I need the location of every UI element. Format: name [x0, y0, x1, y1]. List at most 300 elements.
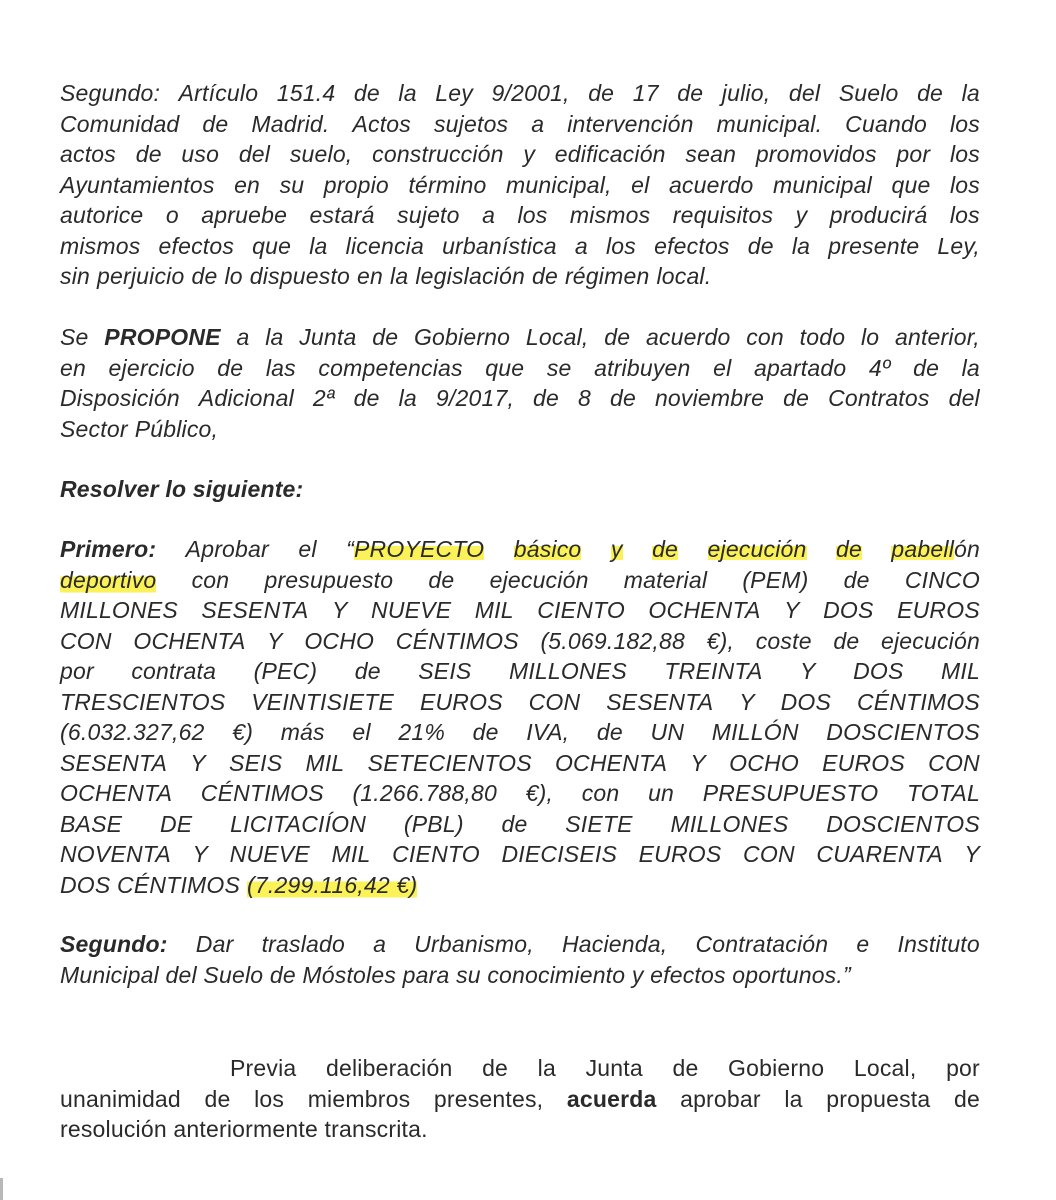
word: acuerdo — [645, 324, 731, 350]
word: (PBL) — [403, 810, 464, 837]
word: CON — [928, 749, 980, 776]
word: CUARENTA — [816, 841, 943, 867]
word — [346, 534, 484, 565]
word: de — [588, 80, 615, 106]
word: CINCO — [904, 566, 980, 593]
word: CON — [743, 841, 795, 867]
word: de — [135, 141, 162, 167]
word: producirá — [829, 202, 928, 228]
word: de — [191, 263, 218, 289]
scan-edge-mark — [0, 1178, 3, 1200]
word: Urbanismo, — [414, 931, 534, 957]
word: LICITACIÍON — [230, 810, 367, 837]
text-line — [60, 170, 980, 201]
word: Local, — [525, 324, 589, 350]
paragraph-previa — [60, 1053, 980, 1145]
word: actos — [60, 141, 116, 167]
word: Ley — [435, 80, 473, 106]
text-line — [60, 109, 980, 140]
word: el — [713, 354, 732, 381]
word: intervención — [567, 110, 694, 137]
word: DOS — [780, 688, 832, 715]
word: contrata — [131, 658, 217, 684]
word — [836, 534, 862, 565]
word: de — [354, 658, 381, 684]
word: Contratación — [695, 931, 829, 957]
word: de — [202, 110, 229, 137]
word: e — [856, 931, 870, 957]
word: más — [280, 719, 325, 745]
word: a — [531, 110, 545, 137]
word: Cuando — [845, 110, 927, 137]
word: la — [961, 80, 980, 106]
word: el — [352, 719, 371, 745]
word: y — [610, 536, 623, 562]
word: de — [783, 385, 810, 411]
word: CON — [60, 627, 112, 654]
word: básico — [513, 536, 582, 562]
word: CIENTO — [537, 597, 625, 623]
word: la — [537, 1055, 556, 1081]
word: del — [948, 385, 980, 411]
word: término — [408, 171, 487, 198]
word: Y — [739, 688, 755, 715]
previa-third-line — [60, 1114, 980, 1145]
word: propuesta — [826, 1085, 931, 1112]
word — [708, 534, 807, 565]
word: ejecución — [880, 627, 980, 654]
word: municipal — [772, 171, 872, 198]
word: ejercicio — [108, 354, 195, 381]
word: DOS — [853, 658, 904, 684]
word: y — [795, 202, 808, 228]
word: anterior, — [894, 324, 980, 350]
word: de — [843, 566, 870, 593]
word: con — [746, 324, 784, 350]
word: Disposición — [60, 385, 180, 411]
resolver-heading-text: Resolver lo siguiente: — [60, 476, 304, 502]
word: construcción — [372, 141, 504, 167]
word: que — [485, 354, 525, 381]
word: el — [298, 536, 317, 562]
primero-second-line — [60, 565, 980, 596]
word: coste — [755, 627, 812, 654]
word: de — [609, 385, 636, 411]
word: legislación — [415, 263, 525, 289]
word: que — [891, 171, 931, 198]
word: que — [252, 232, 292, 259]
text-line — [60, 231, 980, 262]
text-line — [60, 717, 980, 748]
paragraph-segundo-dar — [60, 929, 980, 990]
text-line — [60, 383, 980, 414]
word: municipal, — [506, 171, 612, 198]
text-line — [60, 748, 980, 779]
word: EUROS — [638, 841, 722, 867]
word: SESENTA — [201, 597, 309, 623]
word: DOS — [823, 597, 874, 623]
word: de — [472, 719, 499, 745]
word: SESENTA — [606, 688, 714, 715]
word: Segundo: — [60, 80, 161, 106]
propone-first-line — [60, 322, 980, 353]
word: €) — [232, 719, 254, 745]
word: presentes, — [433, 1085, 544, 1112]
word: Gobierno — [413, 324, 511, 350]
word: Y — [784, 597, 800, 623]
word: lo — [224, 263, 243, 289]
segundo-dar-line2-text: Municipal del Suelo de Móstoles para su conocimiento y efectos oportunos.” — [60, 961, 851, 988]
word: (5.069.182,88 — [540, 627, 685, 654]
text-line — [60, 656, 980, 687]
word: a — [373, 931, 387, 957]
word: o — [165, 202, 179, 228]
word: lo — [860, 324, 880, 350]
segundo-dar-first-line — [60, 929, 980, 960]
word: la — [309, 232, 328, 259]
word: los — [254, 1085, 285, 1112]
word: sujetos — [433, 110, 509, 137]
word: efectos — [158, 232, 235, 259]
word: Y — [190, 749, 206, 776]
word: SEIS — [229, 749, 283, 776]
word: por — [896, 141, 931, 167]
word: DE — [159, 810, 193, 837]
word: UN — [650, 719, 685, 745]
word: MIL — [474, 597, 514, 623]
word: suelo, — [289, 141, 353, 167]
word: de — [747, 232, 774, 259]
word: CIENTO — [392, 841, 480, 867]
word: OCHO — [304, 627, 375, 654]
word: Y — [690, 749, 706, 776]
word: y — [523, 141, 536, 167]
word: ón — [954, 536, 980, 562]
word: (PEC) — [253, 658, 318, 684]
word: Local, — [853, 1055, 917, 1081]
word: DOSCIENTOS — [826, 810, 980, 837]
word: unanimidad — [60, 1085, 181, 1112]
word: 151.4 — [276, 80, 336, 106]
word: Junta — [585, 1055, 643, 1081]
primero-last-line — [60, 870, 980, 901]
word: mismos — [60, 232, 141, 259]
word: en — [60, 354, 86, 381]
word: SESENTA — [60, 749, 168, 776]
word: licencia — [345, 232, 424, 259]
word: la — [784, 1085, 803, 1112]
word: con — [191, 566, 230, 593]
segundo-label: Segundo: — [60, 931, 168, 957]
word: en — [357, 263, 384, 289]
word: presente — [828, 232, 920, 259]
text-line — [60, 353, 980, 384]
word: Sector — [60, 415, 128, 442]
word: a — [236, 324, 250, 350]
word: un — [648, 780, 675, 806]
word: SEIS — [418, 658, 472, 684]
word — [891, 534, 980, 565]
word: NUEVE — [371, 597, 452, 623]
word: de — [482, 1055, 509, 1081]
word: Y — [267, 627, 283, 654]
word: mismos — [569, 202, 651, 228]
word: en — [234, 171, 261, 198]
word: de — [652, 536, 679, 562]
word: de — [531, 263, 558, 289]
word: los — [949, 141, 980, 167]
word: de — [833, 627, 860, 654]
word: apartado — [753, 354, 847, 381]
word: la — [398, 80, 417, 106]
word: €), — [706, 627, 735, 654]
word: municipal. — [716, 110, 823, 137]
word: Madrid. — [251, 110, 330, 137]
word: EUROS — [822, 749, 905, 776]
previa-line3-text: resolución anteriormente transcrita. — [60, 1116, 428, 1142]
word: ejecución — [707, 536, 807, 562]
word: aprobar — [680, 1085, 761, 1112]
word: MIL — [331, 841, 371, 867]
propone-keyword: PROPONE — [104, 324, 221, 350]
word: OCHO — [729, 749, 799, 776]
word: traslado — [261, 931, 345, 957]
word: del — [788, 80, 821, 106]
word: 21% — [398, 719, 445, 745]
word: atribuyen — [594, 354, 691, 381]
previa-second-line — [60, 1084, 980, 1115]
word: deliberación — [326, 1055, 453, 1081]
word: a — [574, 232, 588, 259]
word: efectos — [654, 232, 730, 259]
word: CON — [528, 688, 581, 715]
word: noviembre — [654, 385, 765, 411]
word: acuerda — [566, 1085, 657, 1112]
word: Actos — [352, 110, 411, 137]
word: presupuesto — [264, 566, 394, 593]
word: Aprobar — [185, 536, 269, 562]
word: MILLÓN — [711, 719, 799, 745]
text-line — [60, 809, 980, 840]
word: de — [835, 536, 862, 562]
word: CÉNTIMOS — [856, 688, 980, 715]
word: IVA, — [526, 719, 570, 745]
word: miembros — [307, 1085, 411, 1112]
word: ejecución — [489, 566, 589, 593]
word: 17 — [632, 80, 659, 106]
text-line — [60, 78, 980, 109]
word: de — [533, 385, 559, 411]
word: NOVENTA — [60, 841, 171, 867]
word: OCHENTA — [648, 597, 761, 623]
word: MIL — [941, 658, 980, 684]
word: sin — [60, 263, 91, 289]
word: del — [238, 141, 271, 167]
word: de — [217, 354, 244, 381]
word: de — [604, 324, 631, 350]
word: Artículo — [178, 80, 259, 106]
text-line — [60, 139, 980, 170]
text-line — [60, 414, 980, 445]
primero-first-line — [60, 534, 980, 565]
word: Y — [192, 841, 209, 867]
word: SETECIENTOS — [367, 749, 532, 776]
word: 4º — [868, 354, 891, 381]
primero-label: Primero: — [60, 536, 157, 562]
word: material — [623, 566, 708, 593]
word: SIETE — [565, 810, 633, 837]
word: PROYECTO — [354, 536, 485, 562]
word: TRESCIENTOS — [60, 688, 226, 715]
word: acuerdo — [668, 171, 754, 198]
word: sean — [685, 141, 737, 167]
word: edificación — [554, 141, 666, 167]
word: TOTAL — [906, 780, 980, 806]
word: 8 — [577, 385, 591, 411]
word: Contratos — [828, 385, 930, 411]
word: 2ª — [312, 385, 335, 411]
word: julio, — [721, 80, 771, 106]
text-line — [60, 261, 980, 292]
highlight-deportivo: deportivo — [60, 565, 156, 596]
word: NUEVE — [229, 841, 310, 867]
word: MILLONES — [670, 810, 789, 837]
word: a — [482, 202, 496, 228]
word: Adicional — [198, 385, 294, 411]
word: €), — [525, 780, 554, 806]
text-line — [60, 687, 980, 718]
word: de — [501, 810, 528, 837]
word — [611, 534, 623, 565]
word: de — [677, 80, 704, 106]
word: OCHENTA — [133, 627, 246, 654]
word: los — [517, 202, 548, 228]
word: promovidos — [755, 141, 877, 167]
word: Y — [964, 841, 980, 867]
word: Ayuntamientos — [60, 171, 215, 198]
word: Ley, — [937, 232, 980, 259]
word: VEINTISIETE — [251, 688, 395, 715]
word: (PEM) — [742, 566, 809, 593]
word: sujeto — [397, 202, 460, 228]
word: requisitos — [672, 202, 774, 228]
word: OCHENTA — [554, 749, 668, 776]
word: la — [961, 354, 980, 381]
word: Previa — [230, 1055, 297, 1081]
word: de — [953, 1085, 980, 1112]
word: competencias — [318, 354, 463, 381]
word: (1.266.788,80 — [352, 780, 497, 806]
word: la — [791, 232, 811, 259]
word: la — [398, 385, 417, 411]
text-line — [60, 626, 980, 657]
word: EUROS — [897, 597, 980, 623]
word: apruebe — [201, 202, 288, 228]
word: Público, — [134, 415, 219, 442]
word: uso — [181, 141, 220, 167]
word: OCHENTA — [60, 780, 173, 806]
word: con — [581, 780, 620, 806]
word: de — [353, 385, 380, 411]
word: por — [946, 1055, 980, 1081]
word: TREINTA — [664, 658, 763, 684]
word: MILLONES — [60, 597, 178, 623]
word: Se — [60, 324, 89, 350]
word: DIECISEIS — [501, 841, 617, 867]
paragraph-primero — [60, 534, 980, 900]
word: perjuicio — [97, 263, 185, 289]
word: los — [949, 202, 980, 228]
word — [514, 534, 582, 565]
word: propio — [323, 171, 389, 198]
word: los — [949, 171, 980, 198]
word: la — [265, 324, 284, 350]
word: CÉNTIMOS — [200, 780, 324, 806]
word: se — [546, 354, 572, 381]
word: Suelo — [838, 80, 899, 106]
word: Dar — [195, 931, 234, 957]
word: Y — [800, 658, 816, 684]
word: EUROS — [419, 688, 503, 715]
word: de — [917, 80, 944, 106]
word: los — [949, 110, 980, 137]
word: BASE — [60, 810, 123, 837]
word: urbanística — [442, 232, 557, 259]
word: PRESUPUESTO — [702, 780, 879, 806]
word: pabell — [891, 536, 955, 562]
word: de — [596, 719, 623, 745]
word: Y — [331, 597, 348, 623]
text-line — [60, 200, 980, 231]
word: MIL — [305, 749, 345, 776]
word: 9/2001, — [491, 80, 570, 106]
word: CÉNTIMOS — [395, 627, 519, 654]
word: Comunidad — [60, 110, 180, 137]
paragraph-segundo-articulo — [60, 78, 980, 292]
word: de — [913, 354, 940, 381]
word — [652, 534, 678, 565]
word: las — [265, 354, 296, 381]
word: autorice — [60, 202, 144, 228]
highlight-total-amount: (7.299.116,42 €) — [247, 870, 417, 901]
heading-resolver — [60, 474, 980, 505]
word: todo — [799, 324, 846, 350]
text-line — [60, 595, 980, 626]
word: de — [204, 1085, 231, 1112]
text-line — [60, 778, 980, 809]
word: (6.032.327,62 — [60, 719, 205, 745]
word: los — [605, 232, 636, 259]
word: de — [428, 566, 455, 593]
word: de — [672, 1055, 699, 1081]
word: el — [631, 171, 650, 198]
segundo-dar-second-line — [60, 960, 980, 991]
word: Hacienda, — [561, 931, 668, 957]
word: Gobierno — [728, 1055, 825, 1081]
word: DOS CÉNTIMOS — [60, 871, 241, 898]
word: su — [279, 171, 305, 198]
word: de — [353, 80, 380, 106]
word: Junta — [299, 324, 357, 350]
word: la — [390, 263, 409, 289]
word: por — [60, 658, 94, 684]
paragraph-propone — [60, 322, 980, 444]
text-line — [60, 839, 980, 870]
word: estará — [309, 202, 375, 228]
word: DOSCIENTOS — [826, 719, 980, 745]
word: Instituto — [897, 931, 980, 957]
word: local. — [656, 263, 712, 289]
